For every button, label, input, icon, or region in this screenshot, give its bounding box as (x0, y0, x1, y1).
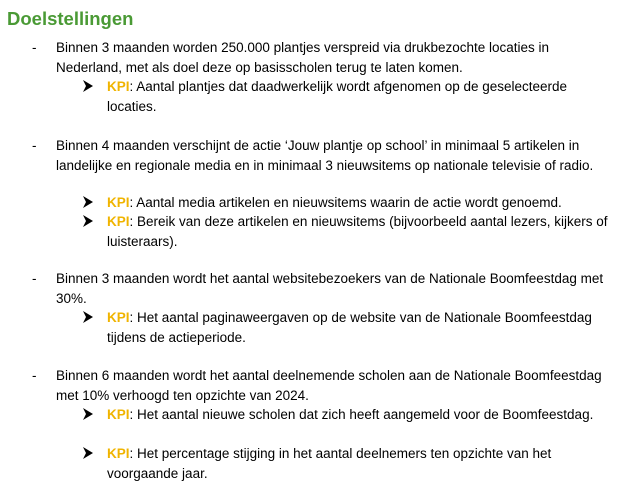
kpi-separator: : (129, 79, 137, 94)
kpi-text (107, 405, 617, 425)
kpi-description: Het percentage stijging in het aantal deelnemers ten opzichte van het voorgaande jaar. (107, 446, 552, 481)
kpi-description: Aantal plantjes dat daadwerkelijk wordt afgenomen op de geselecteerde locaties. (107, 79, 568, 114)
kpi-text (107, 193, 617, 213)
kpi-description: Aantal media artikelen en nieuwsitems waarin de actie wordt genoemd. (136, 195, 562, 210)
kpi-separator: : (129, 310, 138, 325)
kpi-label: KPI (107, 310, 130, 325)
arrow-bullet-icon (82, 195, 94, 209)
bullet-dash: - (32, 138, 37, 153)
kpi-label: KPI (107, 407, 130, 422)
kpi-separator: : (129, 446, 138, 461)
kpi-description: Bereik van deze artikelen en nieuwsitems (bijvoorbeeld aantal lezers, kijkers of luisteraars). (107, 214, 608, 249)
kpi-separator: : (129, 407, 138, 422)
section-heading: Doelstellingen (7, 8, 134, 29)
arrow-bullet-icon (82, 446, 94, 460)
goal-text: Binnen 3 maanden worden 250.000 plantjes verspreid via drukbezochte locaties in Nederland, met als doel deze op basisscholen terug te laten komen. (56, 40, 550, 75)
kpi-text (107, 77, 617, 116)
arrow-bullet-icon (82, 214, 94, 228)
kpi-text (107, 308, 617, 347)
goal-text: Binnen 3 maanden wordt het aantal websitebezoekers van de Nationale Boomfeestdag met 30%. (56, 271, 604, 306)
kpi-description: Het aantal nieuwe scholen dat zich heeft aangemeld voor de Boomfeestdag. (137, 407, 594, 422)
kpi-label: KPI (107, 446, 130, 461)
bullet-dash: - (32, 271, 37, 286)
kpi-label: KPI (107, 195, 130, 210)
arrow-bullet-icon (82, 310, 94, 324)
kpi-label: KPI (107, 79, 130, 94)
kpi-separator: : (129, 195, 137, 210)
kpi-separator: : (129, 214, 138, 229)
bullet-dash: - (32, 368, 37, 383)
goal-text: Binnen 6 maanden wordt het aantal deelnemende scholen aan de Nationale Boomfeestdag met 10% verhoogd ten opzichte van 2024. (56, 368, 602, 403)
kpi-description: Het aantal paginaweergaven op de website van de Nationale Boomfeestdag tijdens de actieperiode. (107, 310, 592, 345)
arrow-bullet-icon (82, 407, 94, 421)
kpi-text (107, 212, 617, 251)
arrow-bullet-icon (82, 79, 94, 93)
goal-text: Binnen 4 maanden verschijnt de actie ‘Jouw plantje op school’ in minimaal 5 artikelen in landelijke en regionale media en in minimaal 3 nieuwsitems op nationale televisie of radio. (56, 138, 594, 173)
kpi-label: KPI (107, 214, 130, 229)
bullet-dash: - (32, 40, 37, 55)
kpi-text (107, 444, 617, 483)
